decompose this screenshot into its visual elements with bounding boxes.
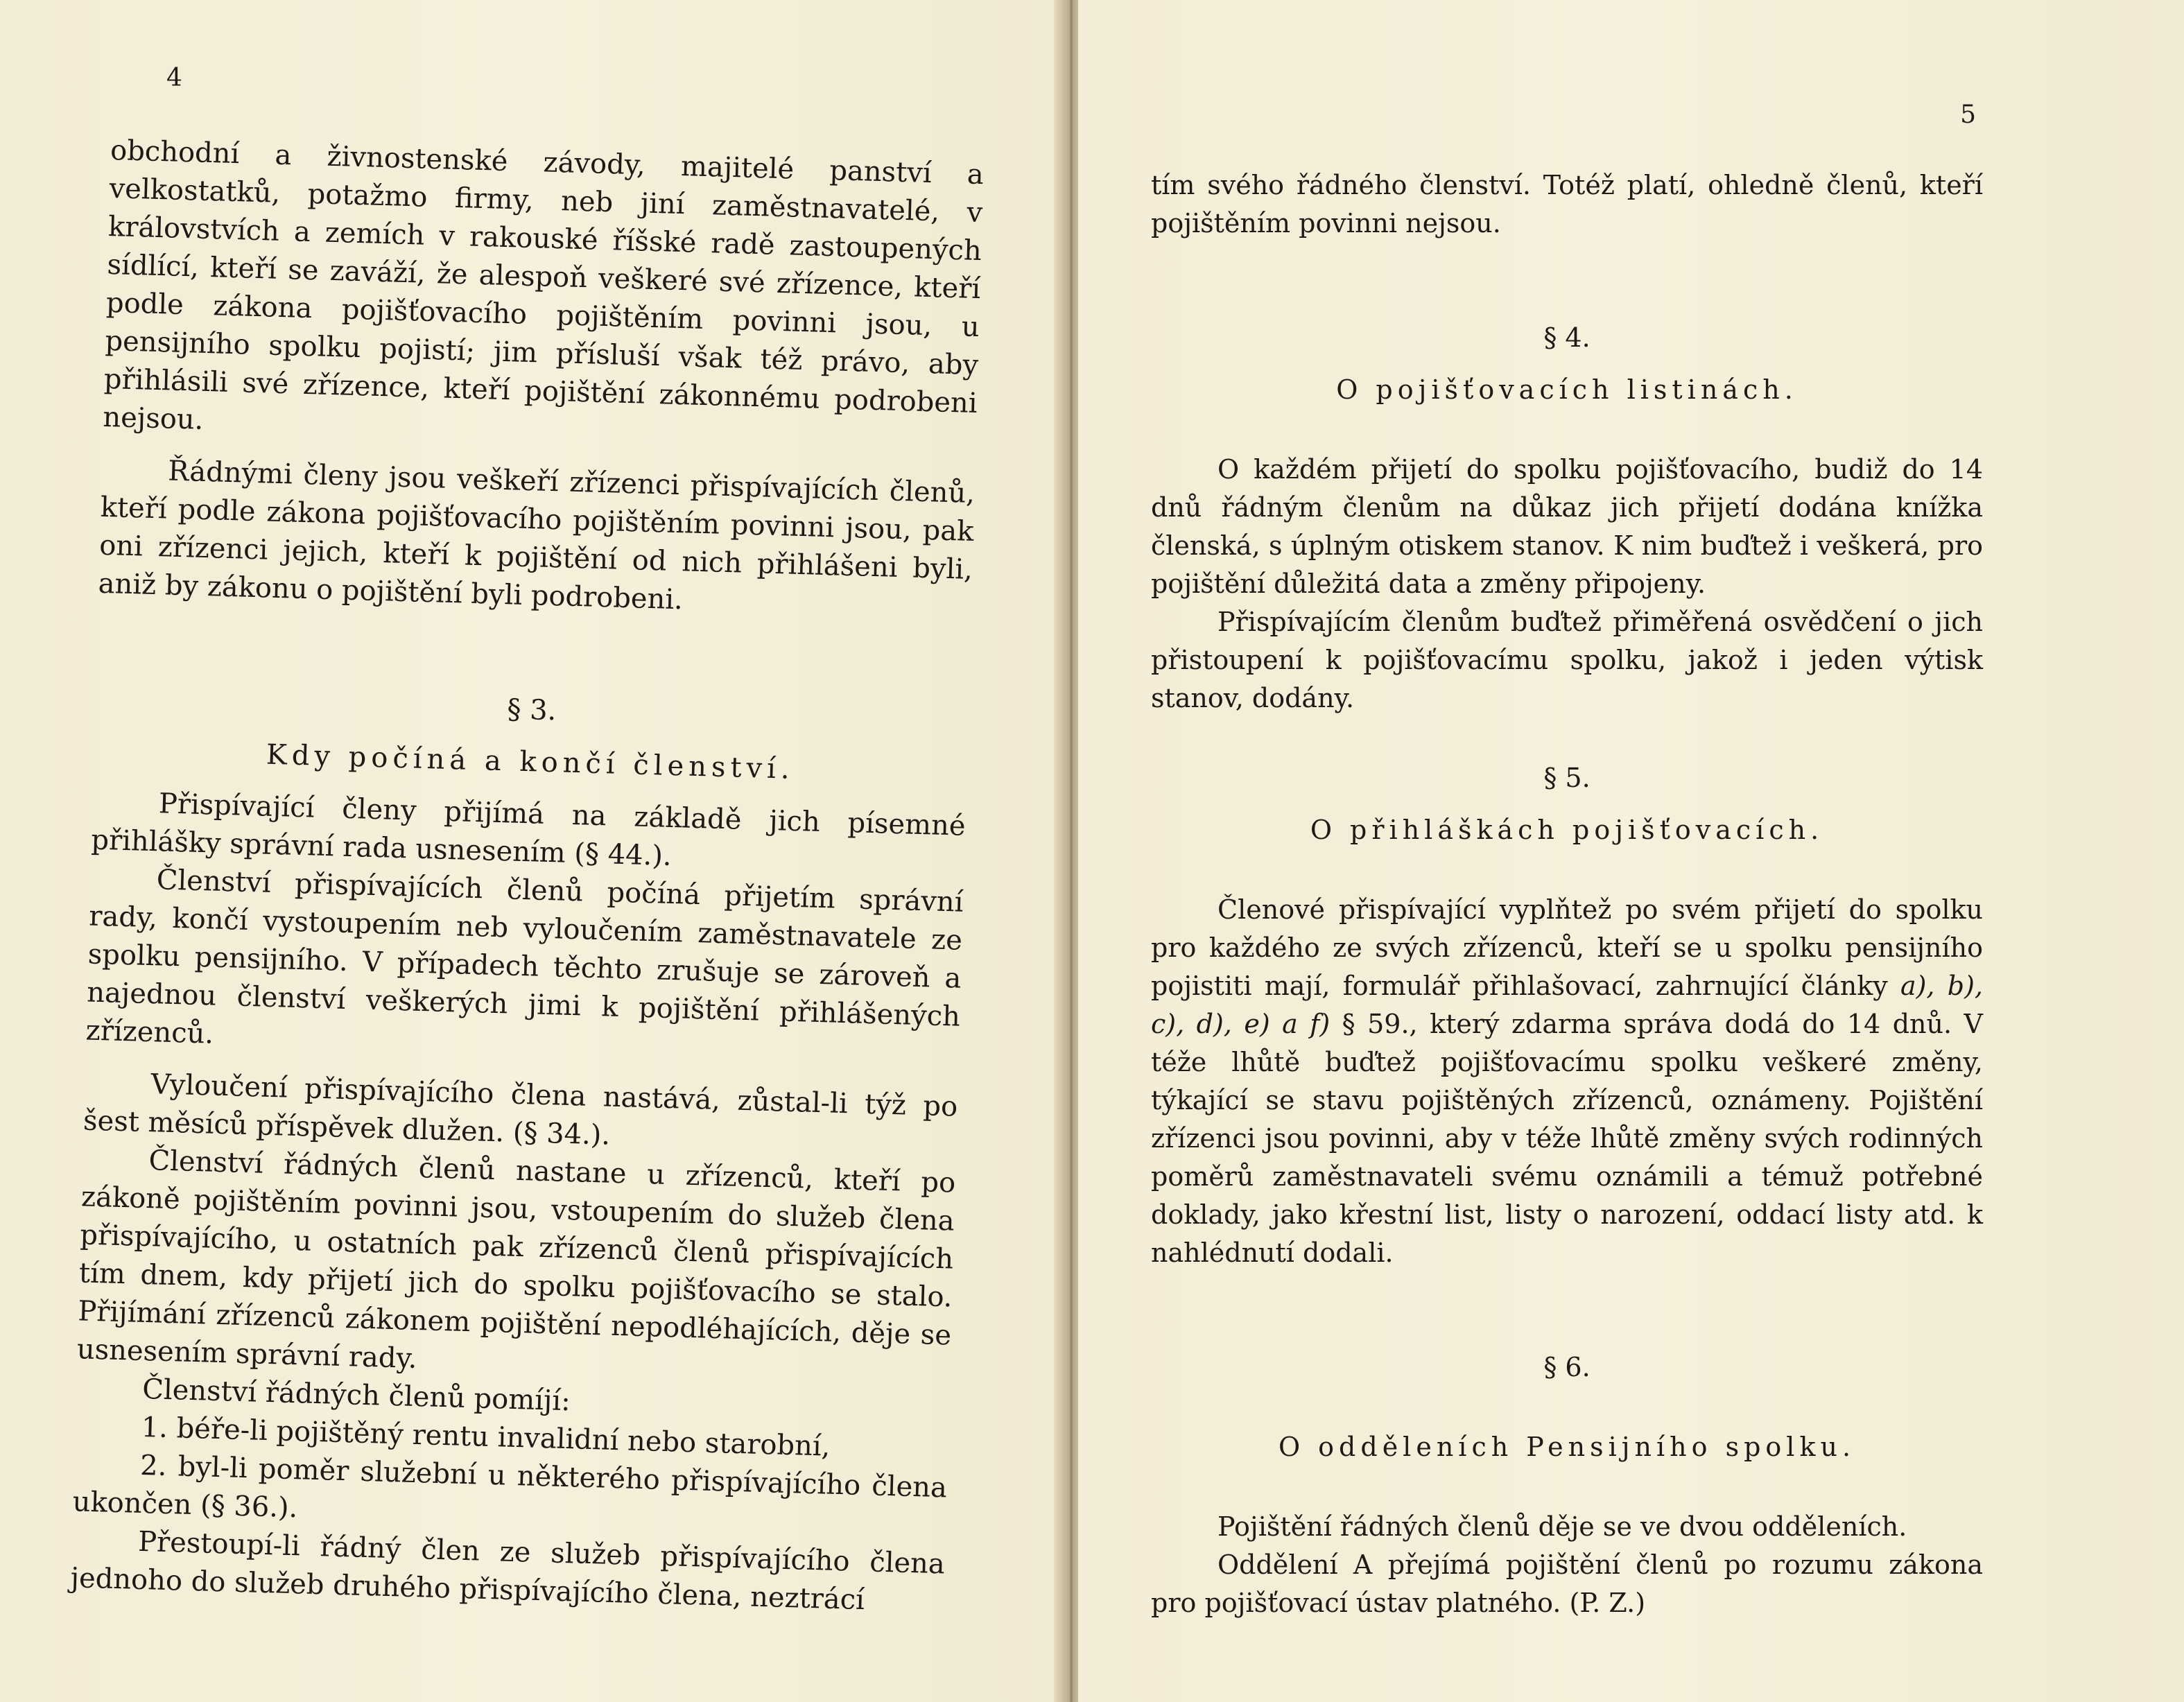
paragraph-4b: Přispívajícím členům buďtež přiměřená osvědčení o jich přistoupení k pojišťovacímu spolku, jakož i jeden výtisk stanov, dodány.	[1151, 607, 1983, 713]
section-heading-6: O odděleních Pensijního spolku.	[1278, 1432, 1856, 1462]
paragraph-3c: Vyloučení přispívajícího člena nastává, zůstal-li týž po šest měsíců příspěvek dlužen. (§ 34.).	[83, 1068, 958, 1152]
section-number-5: § 5.	[1543, 763, 1591, 793]
list-item-2: 2. byl-li poměr služební u některého přispívajícího člena ukončen (§ 36.).	[72, 1449, 948, 1525]
paragraph-3f: Přestoupí-li řádný člen ze služeb přispívajícího člena jednoho do služeb druhého přispívajícího člena, neztrácí	[70, 1525, 946, 1617]
paragraph-6b: Oddělení A přejímá pojištění členů po rozumu zákona pro pojišťovací ústav platného. (P. Z.)	[1151, 1549, 1983, 1618]
paragraph-intro-left: obchodní a živnostenské závody, majitelé panství a velkostatků, potažmo firmy, neb jiní zaměstnavatelé, v královstvích a zemích v rakouské říšské radě zastoupených sídlící, kteří se zaváží, že alespoň veškeré své zřízence, kteří podle zákona pojišťovacího pojištěním povinni jsou, u pensijního spolku pojistí; jim přísluší však též právo, aby přihlásili své zřízence, kteří pojištění zákonnému podrobeni nejsou.	[102, 134, 985, 436]
page-number-right: 5	[1960, 101, 1976, 129]
page-number-left: 4	[166, 64, 182, 92]
paragraph-5-end: § 59., který zdarma správa dodá do 14 dnů. V téže lhůtě buďtež pojišťovacímu spolku veškeré změny, týkající se stavu pojištěných zřízenců, oznámeny. Pojištění zřízenci jsou povinni, aby v téže lhůtě změny svých rodinných poměrů zaměstnavateli svému oznámili a témuž potřebné doklady, jako křestní list, listy o narození, oddací listy atd. k nahlédnutí dodali.	[1151, 1009, 1983, 1268]
paragraph-5	[1151, 891, 1983, 1272]
right-page-text	[1151, 166, 1983, 1622]
section-heading-4: O pojišťovacích listinách.	[1336, 374, 1798, 405]
paragraph-intro-right: tím svého řádného členství. Totéž platí, ohledně členů, kteří pojištěním povinni nejsou.	[1151, 170, 1983, 238]
paragraph-3a: Přispívající členy přijímá na základě jich písemné přihlášky správní rada usnesením (§ 44.).	[90, 788, 967, 872]
paragraph-radnymi-cleny: Řádnými členy jsou veškeří zřízenci přispívajících členů, kteří podle zákona pojišťovacího pojištěním povinni jsou, pak oni zřízenci jejich, kteří k pojištění od nich přihlášeni byli, aniž by zákonu o pojištění byli podrobeni.	[98, 455, 976, 616]
section-number-4: § 4.	[1543, 322, 1591, 353]
section-heading-3: Kdy počíná a končí členství.	[266, 738, 795, 785]
paragraph-4a: O každém přijetí do spolku pojišťovacího, budiž do 14 dnů řádným členům na důkaz jich přijetí dodána knížka členská, s úplným otiskem stanov. K nim buďtež i veškerá, pro pojištění důležitá data a změny připojeny.	[1151, 454, 1983, 599]
paragraph-5-items: a), b), c), d), e) a f)	[1151, 971, 1983, 1039]
paragraph-3d: Členství řádných členů nastane u zřízenců, kteří po zákoně pojištěním povinni jsou, vstoupením do služeb člena přispívajícího, u ostatních pak zřízenců členů přispívajících tím dnem, kdy přijetí jich do spolku pojišťovacího se stalo. Přijímání zřízenců zákonem pojištění nepodléhajících, děje se usnesením správní rady.	[76, 1145, 956, 1375]
section-number-6: § 6.	[1543, 1352, 1591, 1382]
paragraph-3e: Členství řádných členů pomíjí:	[141, 1373, 571, 1418]
section-number-3: § 3.	[506, 693, 557, 727]
list-item-1: 1. béře-li pojištěný rentu invalidní nebo starobní,	[141, 1411, 831, 1463]
section-heading-5: O přihláškách pojišťovacích.	[1310, 815, 1824, 845]
left-page	[0, 0, 1064, 1702]
paragraph-6a: Pojištění řádných členů děje se ve dvou odděleních.	[1217, 1511, 1907, 1542]
paragraph-5-start: Členové přispívající vyplňtež po svém přijetí do spolku pro každého ze svých zřízenců, kteří se u spolku pensijního pojistiti mají, formulář přihlašovací, zahrnující články	[1151, 894, 1983, 1001]
paragraph-3b: Členství přispívajících členů počíná přijetím správní rady, končí vystoupením neb vyloučením zaměstnavatele ze spolku pensijního. V případech těchto zrušuje se zároveň a najednou členství veškerých jimi k pojištění přihlášených zřízenců.	[85, 864, 964, 1050]
left-page-text	[70, 132, 985, 1622]
